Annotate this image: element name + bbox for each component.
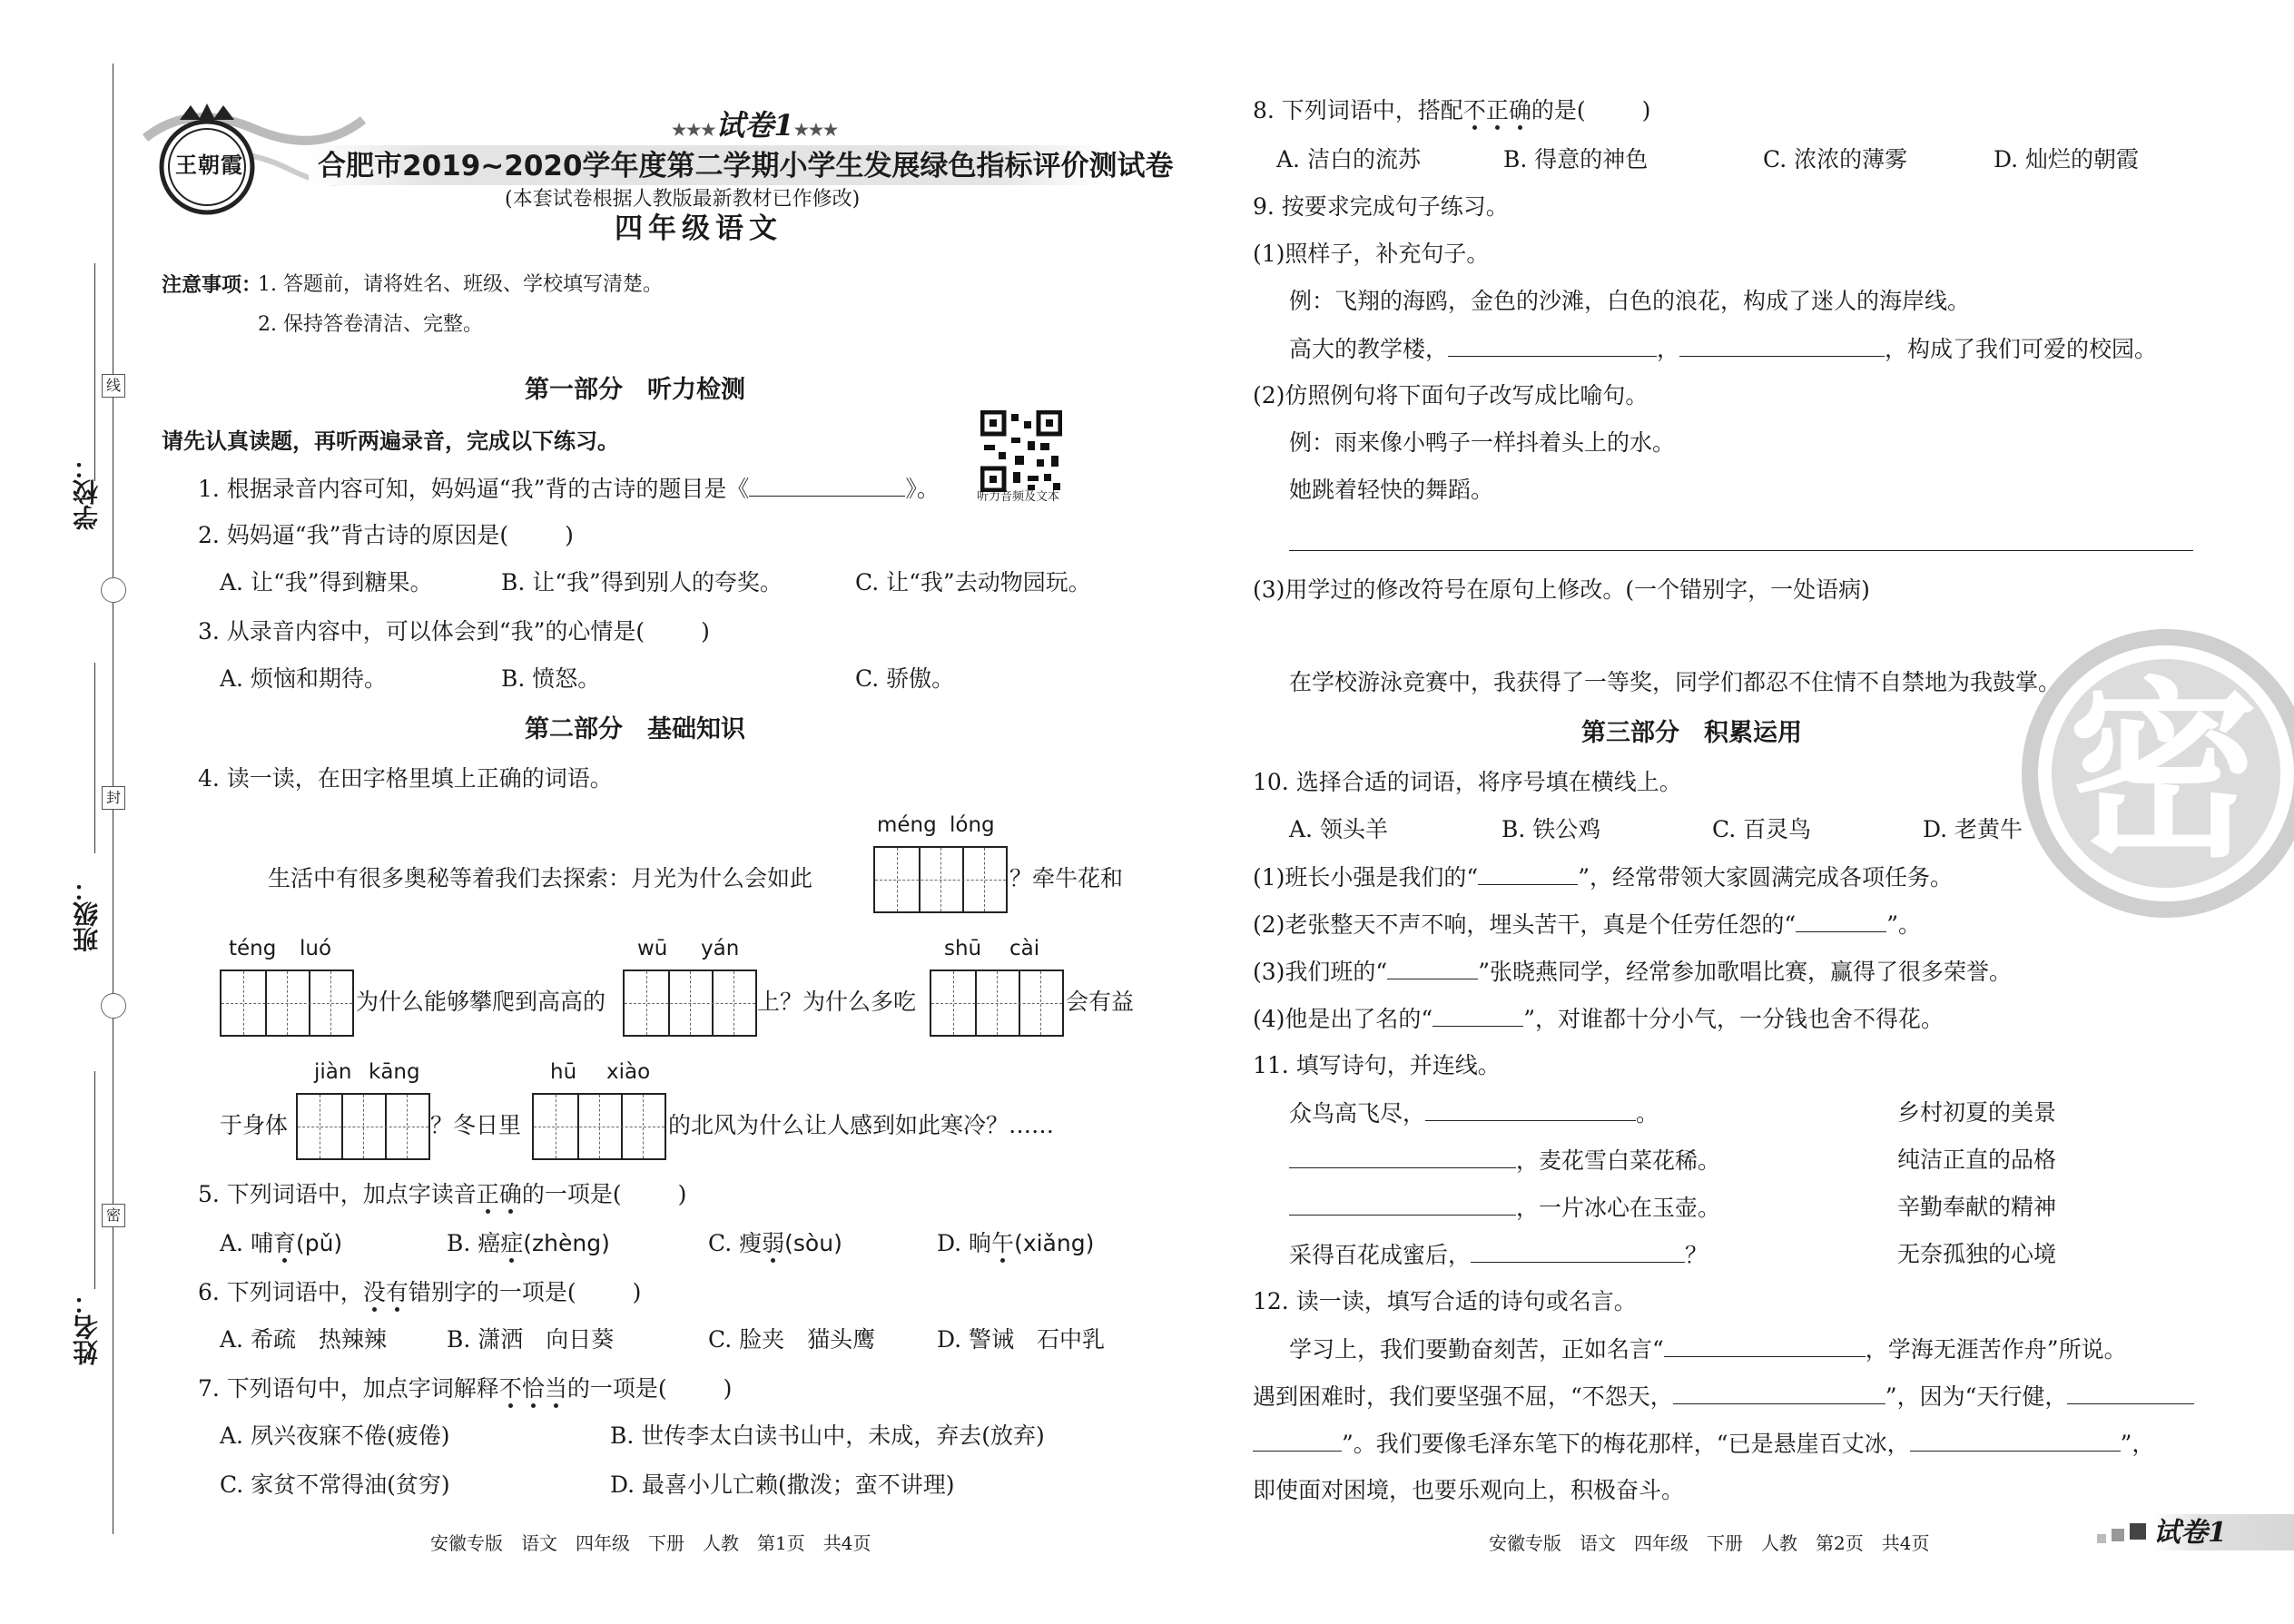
fill-text: ，: [1657, 336, 1680, 362]
tianzige-box[interactable]: [296, 1093, 430, 1160]
question-9-2: (2)仿照例句将下面句子改写成比喻句。: [1253, 382, 1649, 408]
option-7d[interactable]: D. 最喜小儿亡赖(撒泼；蛮不讲理): [610, 1471, 955, 1498]
question-2-text: 2. 妈妈逼“我”背古诗的原因是(: [198, 522, 509, 548]
q4-line-3b: ？冬日里: [430, 1112, 522, 1138]
part-1-instruction: 请先认真读题，再听两遍录音，完成以下练习。: [162, 428, 619, 454]
pinyin: téng: [229, 937, 277, 960]
question-1-text: 1. 根据录音内容可知，妈妈逼“我”背的古诗的题目是《: [198, 476, 750, 502]
emphasis-char: 午: [991, 1230, 1015, 1256]
option-10d[interactable]: D. 老黄牛: [1923, 816, 2023, 842]
question-9-2-sentence: 她跳着轻快的舞蹈。: [1289, 477, 1494, 503]
question-10-2: [1253, 910, 1921, 940]
fill-text: 。: [1636, 1100, 1659, 1127]
fill-text: ，一片冰心在玉壶。: [1516, 1195, 1721, 1221]
paren-close: ): [1641, 97, 1651, 123]
poem-line-2: [1289, 1146, 1720, 1176]
answer-blank[interactable]: [1478, 862, 1578, 885]
fill-text: (3)我们班的“: [1253, 959, 1388, 985]
answer-blank[interactable]: [1387, 957, 1478, 979]
question-6-text: 6. 下列词语中，: [198, 1279, 363, 1305]
question-9-1-fill: [1289, 334, 2157, 364]
option-3a[interactable]: A. 烦恼和期待。: [220, 665, 387, 692]
question-5-text-end: 的一项是(: [521, 1181, 622, 1207]
option-5b[interactable]: [447, 1229, 610, 1258]
fill-text: (2)老张整天不声不响，埋头苦干，真是个任劳任怨的“: [1253, 911, 1797, 938]
question-3: [198, 617, 710, 646]
tianzige-box[interactable]: [623, 969, 757, 1037]
fill-text: 学习上，我们要勤奋刻苦，正如名言“: [1289, 1336, 1664, 1363]
name-blank-line: [94, 1071, 95, 1289]
q4-line-1a: 生活中有很多奥秘等着我们去探索：月光为什么会如此: [268, 865, 813, 891]
pinyin: yán: [701, 937, 740, 960]
paper-badge: ★★★试卷1★★★: [672, 108, 839, 143]
question-9-3: (3)用学过的修改符号在原句上修改。(一个错别字，一处语病): [1253, 576, 1870, 603]
footer-left: 安徽专版 语文 四年级 下册 人教 第1页 共4页: [430, 1532, 871, 1554]
question-1-end: 》。: [905, 476, 940, 502]
notice-label: 注意事项：: [162, 273, 262, 297]
answer-blank[interactable]: [1910, 1429, 2121, 1452]
paper-subject: 四年级语文: [615, 212, 783, 245]
fill-text: (4)他是出了名的“: [1253, 1006, 1433, 1032]
pinyin: lóng: [950, 813, 995, 837]
pinyin: hū: [550, 1060, 577, 1084]
footer-badge: 试卷1: [2153, 1517, 2227, 1549]
qr-code-icon: [980, 410, 1062, 492]
question-8-text-end: 的是(: [1531, 97, 1586, 123]
paren-close: ): [723, 1375, 733, 1402]
option-3c[interactable]: C. 骄傲。: [855, 665, 955, 692]
answer-blank[interactable]: [1425, 1098, 1636, 1121]
emphasis-char: 不: [498, 1375, 522, 1402]
paren-close: ): [701, 618, 710, 645]
answer-blank[interactable]: [1679, 334, 1885, 357]
option-8d[interactable]: D. 灿烂的朝霞: [1994, 146, 2140, 172]
tianzige-box[interactable]: [930, 969, 1064, 1037]
option-6d[interactable]: D. 警诫 石中乳: [937, 1326, 1106, 1353]
question-9-3-sentence[interactable]: 在学校游泳竞赛中，我获得了一等奖，同学们都忍不住情不自禁地为我鼓掌。: [1289, 669, 2062, 695]
poem-line-1: [1289, 1098, 1659, 1128]
option-5c[interactable]: [708, 1229, 842, 1258]
question-2: [198, 521, 574, 550]
option-8b[interactable]: B. 得意的神色: [1503, 146, 1649, 172]
option-text: C. 瘦: [708, 1230, 763, 1256]
option-2a[interactable]: A. 让“我”得到糖果。: [220, 569, 433, 595]
seal-seal-mark: 封: [102, 786, 125, 810]
question-10: 10. 选择合适的词语，将序号填在横线上。: [1253, 769, 1682, 795]
question-6: [198, 1278, 641, 1307]
emphasis-char: 育: [272, 1230, 296, 1256]
answer-line[interactable]: [1289, 550, 2193, 551]
match-item-3[interactable]: 辛勤奉献的精神: [1897, 1194, 2057, 1220]
seal-line-mark: 线: [102, 374, 125, 398]
tianzige-box[interactable]: [220, 969, 354, 1037]
question-5-text: 5. 下列词语中，加点字读音: [198, 1181, 477, 1207]
q4-line-2b: 上？为什么多吃: [757, 989, 917, 1015]
question-10-4: [1253, 1004, 1944, 1034]
pinyin: jiàn: [314, 1060, 352, 1084]
pinyin: cài: [1009, 937, 1040, 960]
emphasis-char: 当: [544, 1375, 567, 1402]
option-8a[interactable]: A. 洁白的流苏: [1276, 146, 1421, 172]
poem-line-4: [1289, 1240, 1708, 1270]
option-5a[interactable]: [220, 1229, 342, 1258]
fill-text: ”，: [2120, 1431, 2155, 1457]
match-item-2[interactable]: 纯洁正直的品格: [1897, 1147, 2057, 1173]
option-text: A. 哺: [220, 1230, 273, 1256]
option-2b[interactable]: B. 让“我”得到别人的夸奖。: [501, 569, 783, 595]
option-8c[interactable]: C. 浓浓的薄雾: [1763, 146, 1908, 172]
option-7a[interactable]: A. 夙兴夜寐不倦(疲倦): [220, 1422, 450, 1449]
answer-blank[interactable]: [1664, 1334, 1866, 1357]
part-1-title: 第一部分 听力检测: [525, 376, 745, 404]
q4-line-2c: 会有益: [1066, 989, 1135, 1015]
q4-line-3a: 于身体: [220, 1112, 289, 1138]
part-2-title: 第二部分 基础知识: [525, 715, 745, 743]
school-blank-line: [94, 263, 95, 481]
fill-text: ”，因为“天行健，: [1885, 1383, 2068, 1410]
match-item-4[interactable]: 无奈孤独的心境: [1897, 1241, 2057, 1267]
emphasis-char: 正: [1485, 97, 1509, 123]
question-7: [198, 1374, 732, 1403]
paper-note: (本套试卷根据人教版最新教材已作修改): [505, 188, 861, 211]
fill-text: ，构成了我们可爱的校园。: [1885, 336, 2158, 362]
answer-blank[interactable]: [749, 474, 905, 497]
question-9-2-example: 例：雨来像小鸭子一样抖着头上的水。: [1289, 429, 1676, 456]
emphasis-char: 没: [362, 1279, 386, 1305]
square-icon: [2130, 1523, 2146, 1540]
option-10b[interactable]: B. 铁公鸡: [1501, 816, 1601, 842]
option-6b[interactable]: B. 潇洒 向日葵: [447, 1326, 615, 1353]
answer-blank[interactable]: [1289, 1193, 1516, 1216]
answer-blank[interactable]: [1253, 1429, 1342, 1452]
fill-text: ”，对谁都十分小气，一分钱也舍不得花。: [1523, 1006, 1944, 1032]
paper-badge-text: 试卷1: [715, 108, 794, 143]
square-icon: [2112, 1529, 2124, 1541]
question-7-text: 7. 下列语句中，加点字词解释: [198, 1375, 499, 1402]
emphasis-char: 弱: [762, 1230, 785, 1256]
fill-text: 采得百花成蜜后，: [1289, 1242, 1472, 1268]
name-label: 姓名：: [72, 1289, 102, 1365]
emphasis-char: 不: [1462, 97, 1486, 123]
option-text: B. 癌: [447, 1230, 501, 1256]
option-text: D. 晌: [937, 1230, 992, 1256]
part-3-title: 第三部分 积累运用: [1581, 719, 1802, 747]
emphasis-char: 确: [1508, 97, 1531, 123]
answer-blank[interactable]: [1433, 1004, 1523, 1027]
question-7-text-end: 的一项是(: [566, 1375, 667, 1402]
q12-line-2: [1253, 1382, 2194, 1412]
question-10-3: [1253, 957, 2012, 987]
paren-close: ): [632, 1279, 642, 1305]
pinyin: méng: [877, 813, 937, 837]
paren-close: ): [677, 1181, 687, 1207]
q12-line-1: [1289, 1334, 2127, 1364]
emphasis-char: 正: [476, 1181, 499, 1207]
option-7b[interactable]: B. 世传李太白读书山中，未成，弃去(放弃): [610, 1422, 1045, 1449]
emphasis-char: 确: [498, 1181, 522, 1207]
pinyin: shū: [944, 937, 982, 960]
answer-blank[interactable]: [2067, 1382, 2194, 1404]
question-9: 9. 按要求完成句子练习。: [1253, 193, 1509, 220]
fill-text: 遇到困难时，我们要坚强不屈，“不怨天，: [1253, 1383, 1673, 1410]
question-11: 11. 填写诗句，并连线。: [1253, 1052, 1501, 1078]
fill-text: (1)班长小强是我们的“: [1253, 864, 1479, 891]
pinyin: (sòu): [784, 1230, 842, 1256]
tianzige-box[interactable]: [532, 1093, 666, 1160]
pinyin: wū: [637, 937, 668, 960]
question-6-text-end: 错别字的一项是(: [408, 1279, 576, 1305]
pinyin: xiào: [606, 1060, 651, 1084]
tianzige-box[interactable]: [873, 846, 1008, 913]
pinyin: kāng: [369, 1060, 420, 1084]
question-5: [198, 1180, 686, 1209]
question-1: [198, 474, 940, 504]
pinyin: (pǔ): [295, 1230, 343, 1256]
fill-text: ，麦花雪白菜花稀。: [1516, 1147, 1721, 1174]
question-9-1-example: 例：飞翔的海鸥，金色的沙滩，白色的浪花，构成了迷人的海岸线。: [1289, 288, 1971, 314]
option-5d[interactable]: [937, 1229, 1094, 1258]
option-6a[interactable]: A. 希疏 热辣辣: [220, 1326, 387, 1353]
question-3-text: 3. 从录音内容中，可以体会到“我”的心情是(: [198, 618, 645, 645]
fill-text: ？: [1685, 1242, 1708, 1268]
binding-hole-icon: [101, 577, 126, 603]
fill-text: 众鸟高飞尽，: [1289, 1100, 1426, 1127]
option-7c[interactable]: C. 家贫不常得油(贫穷): [220, 1471, 450, 1498]
question-4: 4. 读一读，在田字格里填上正确的词语。: [198, 765, 613, 792]
q4-line-2a: 为什么能够攀爬到高高的: [356, 989, 606, 1015]
emphasis-char: 症: [500, 1230, 524, 1256]
option-2c[interactable]: C. 让“我”去动物园玩。: [855, 569, 1091, 595]
qr-caption: 听力音频及文本: [977, 490, 1060, 504]
option-6c[interactable]: C. 脸夹 猫头鹰: [708, 1326, 876, 1353]
footer-right: 安徽专版 语文 四年级 下册 人教 第2页 共4页: [1489, 1532, 1930, 1554]
brand-logo-text: 王朝霞: [175, 152, 243, 178]
class-blank-line: [94, 663, 95, 853]
school-label: 学校：: [72, 454, 102, 530]
square-icon: [2097, 1534, 2106, 1543]
answer-blank[interactable]: [1796, 910, 1886, 932]
fill-text: ，学海无涯苦作舟”所说。: [1865, 1336, 2127, 1363]
q4-line-3c: 的北风为什么让人感到如此寒冷？……: [668, 1112, 1055, 1138]
poem-line-3: [1289, 1193, 1720, 1223]
answer-blank[interactable]: [1289, 1146, 1516, 1168]
q4-line-1b: ？牵牛花和: [1009, 865, 1124, 891]
binding-hole-icon: [101, 993, 126, 1019]
question-10-1: [1253, 862, 1953, 892]
fill-text: ”。: [1886, 911, 1921, 938]
pinyin: (xiǎng): [1014, 1230, 1095, 1256]
question-9-1: (1)照样子，补充句子。: [1253, 241, 1490, 267]
notice-item-2: 2. 保持答卷清洁、完整。: [258, 313, 483, 336]
question-8-text: 8. 下列词语中，搭配: [1253, 97, 1463, 123]
seal-close-mark: 密: [102, 1204, 125, 1227]
answer-blank[interactable]: [1673, 1382, 1885, 1404]
class-label: 班级：: [72, 876, 102, 952]
q12-line-4: 即使面对困境，也要乐观向上，积极奋斗。: [1253, 1477, 1685, 1503]
option-3b[interactable]: B. 愤怒。: [501, 665, 601, 692]
answer-blank[interactable]: [1471, 1240, 1685, 1263]
fill-text: ”张晓燕同学，经常参加歌唱比赛，赢得了很多荣誉。: [1478, 959, 2012, 985]
answer-blank[interactable]: [1448, 334, 1657, 357]
emphasis-char: 恰: [521, 1375, 545, 1402]
pinyin: luó: [300, 937, 332, 960]
fill-text: ”，经常带领大家圆满完成各项任务。: [1578, 864, 1953, 891]
option-10a[interactable]: A. 领头羊: [1289, 816, 1388, 842]
pinyin: (zhèng): [523, 1230, 610, 1256]
notice-item-1: 1. 答题前，请将姓名、班级、学校填写清楚。: [258, 273, 663, 296]
q12-line-3: [1253, 1429, 2154, 1459]
emphasis-char: 有: [385, 1279, 409, 1305]
match-item-1[interactable]: 乡村初夏的美景: [1897, 1099, 2057, 1126]
question-12: 12. 读一读，填写合适的诗句或名言。: [1253, 1288, 1637, 1314]
paren-close: ): [565, 522, 574, 548]
fill-text: 高大的教学楼，: [1289, 336, 1449, 362]
paper-title: 合肥市2019~2020学年度第二学期小学生发展绿色指标评价测试卷: [318, 150, 1174, 182]
seal-watermark-text: 密: [2068, 659, 2260, 883]
option-10c[interactable]: C. 百灵鸟: [1712, 816, 1812, 842]
question-8: [1253, 96, 1650, 125]
fill-text: ”。我们要像毛泽东笔下的梅花那样，“已是悬崖百丈冰，: [1342, 1431, 1910, 1457]
